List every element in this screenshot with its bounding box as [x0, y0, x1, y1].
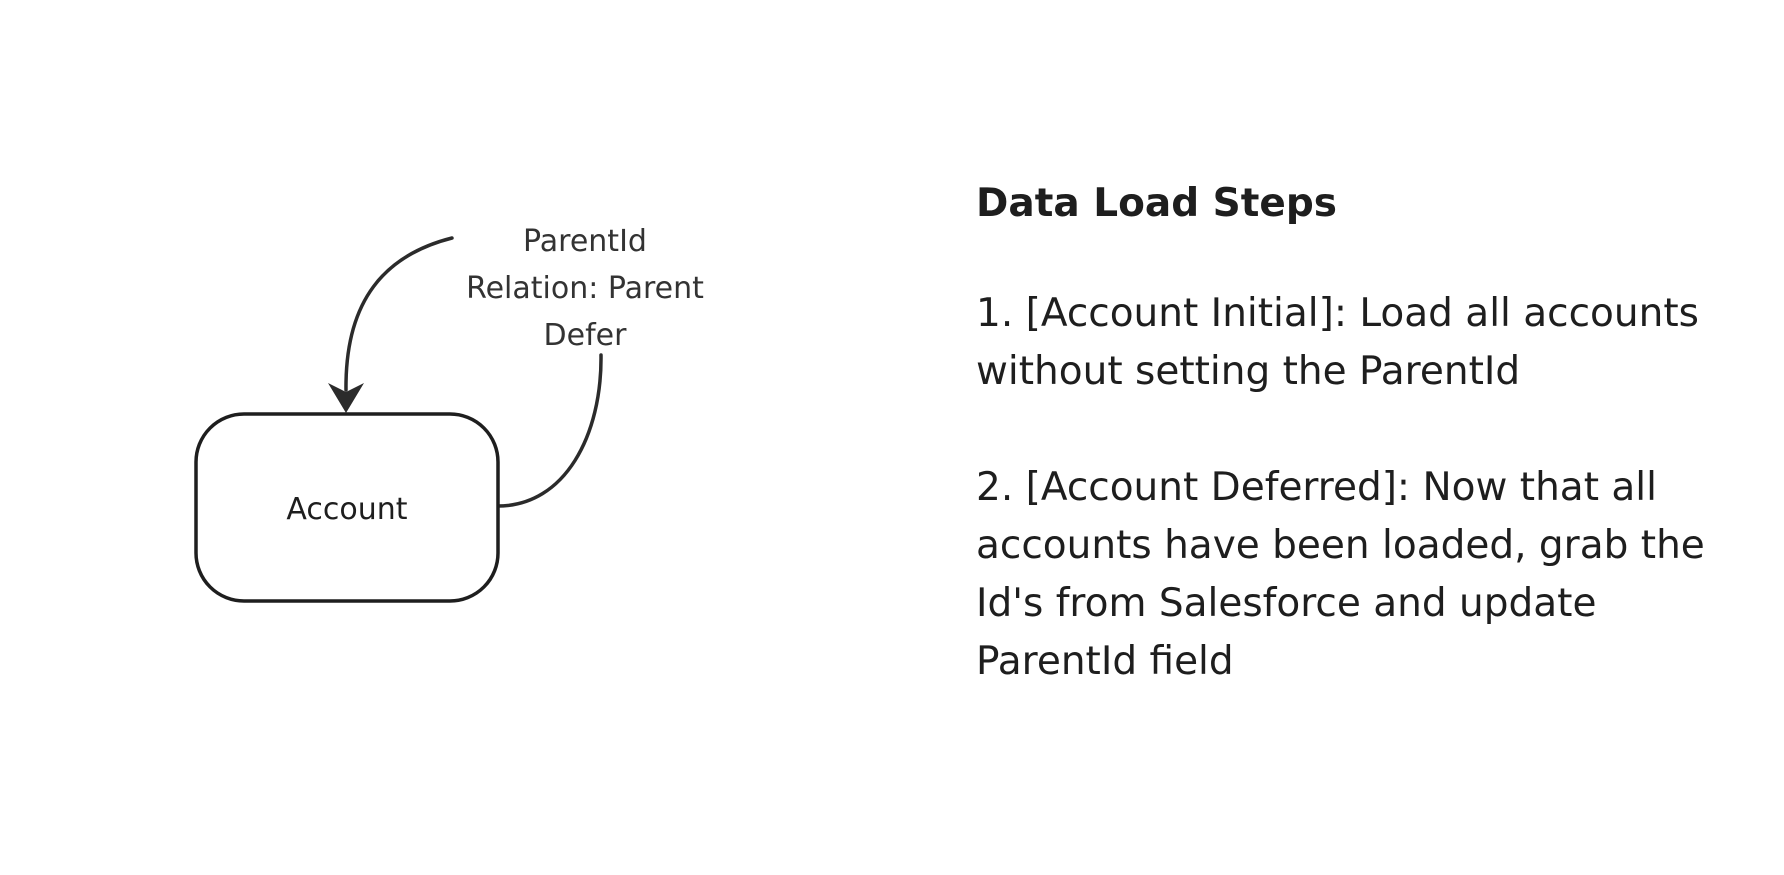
parent-relation-edge[interactable]: [498, 355, 601, 506]
notes-panel: [976, 175, 1756, 749]
edge-label-relation: Relation: Parent: [466, 271, 704, 306]
notes-title: Data Load Steps: [976, 181, 1337, 226]
parent-relation-edge-arrow-segment: [346, 238, 452, 390]
edge-label-field: ParentId: [523, 224, 647, 259]
account-node-label: Account: [286, 492, 408, 527]
step-1: 1. [Account Initial]: Load all accounts without setting the ParentId: [976, 291, 1699, 394]
edge-label-defer: Defer: [543, 318, 627, 353]
account-node[interactable]: [196, 414, 498, 601]
edge-label: [445, 218, 725, 359]
step-2: 2. [Account Deferred]: Now that all accounts have been loaded, grab the Id's from Salesforce and update ParentId field: [976, 465, 1705, 684]
